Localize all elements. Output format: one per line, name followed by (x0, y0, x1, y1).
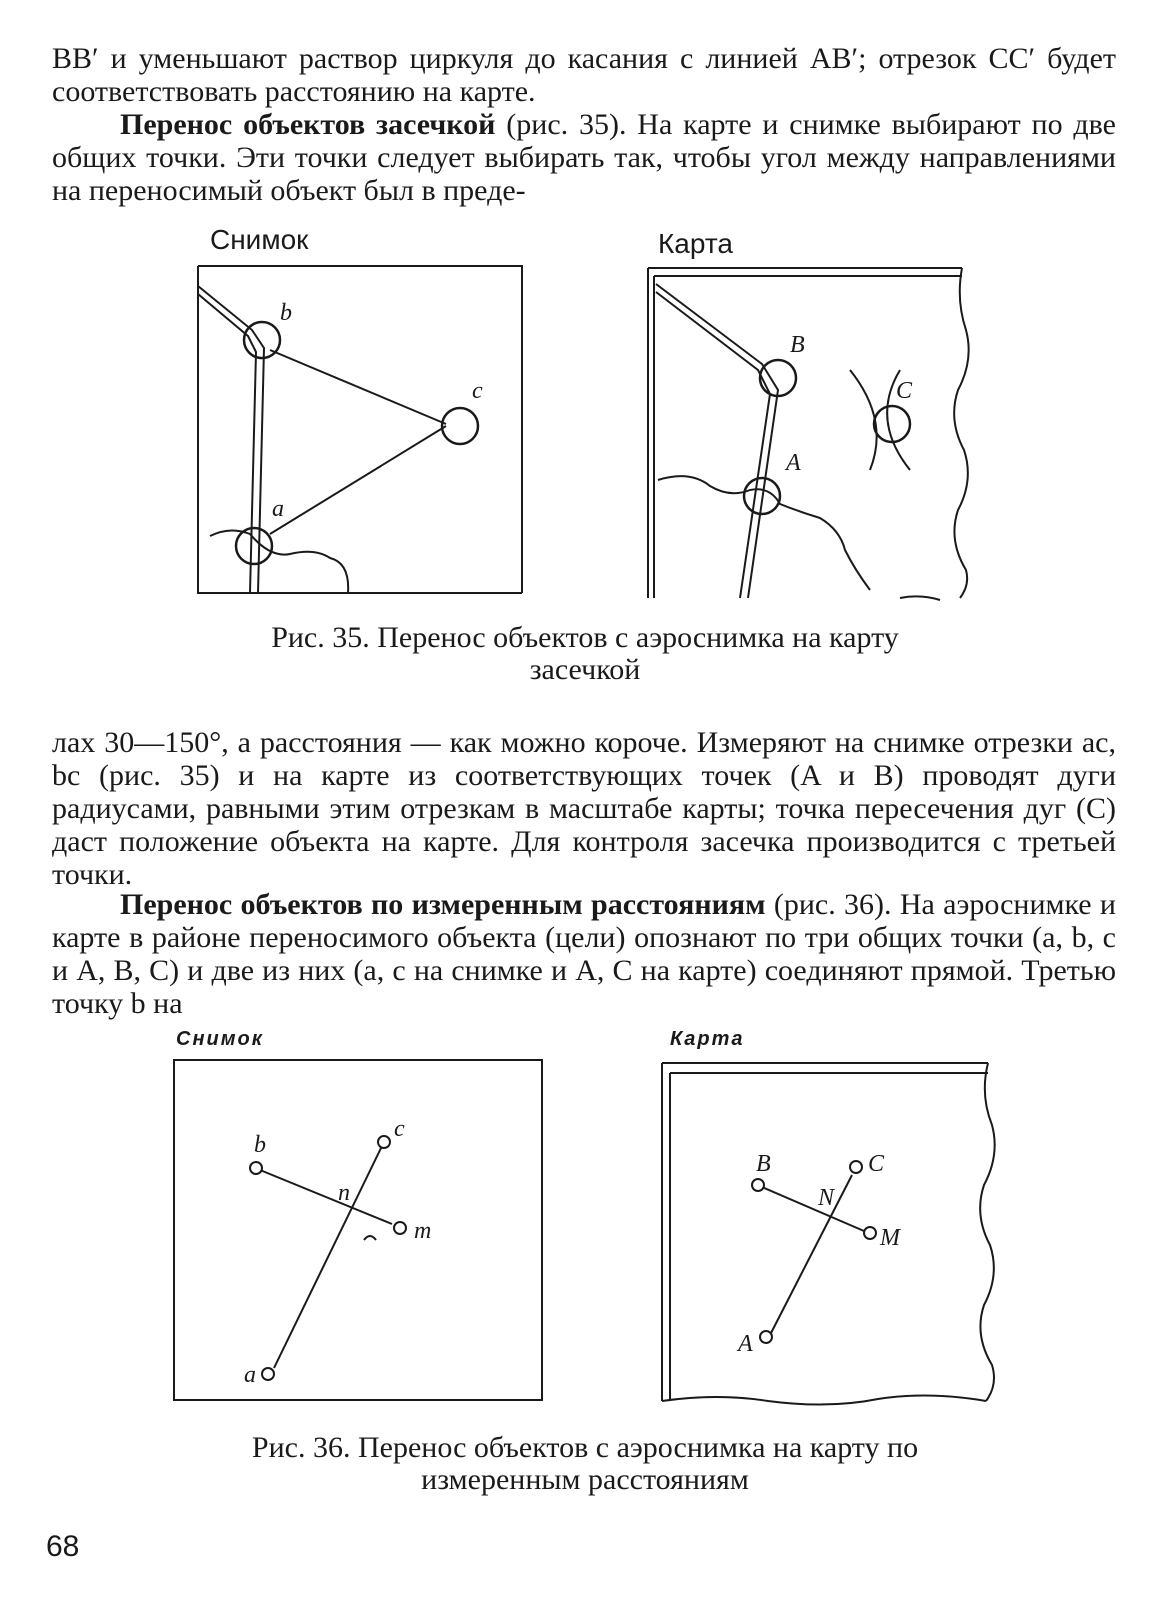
paragraph-distances (52, 888, 1116, 1020)
paragraph-continuation: BB′ и уменьшают раствор циркуля до касания с линией AB′; отрезок CC′ будет соответствовать расстоянию на карте. (52, 42, 1116, 108)
fig36-label-photo: Снимок (176, 1028, 264, 1050)
fig36-label-c: c (394, 1116, 405, 1142)
section-heading-distances: Перенос объектов по измеренным расстояниям (120, 888, 766, 921)
fig36-caption-line1: Рис. 36. Перенос объектов с аэроснимка на карту по (251, 1431, 919, 1464)
fig35-map-drawing (640, 260, 980, 610)
fig36-label-map: Карта (670, 1028, 745, 1050)
fig35-photo-drawing (190, 258, 530, 608)
fig36-label-n: n (338, 1180, 350, 1206)
fig36-label-A: A (738, 1331, 753, 1357)
fig35-label-photo: Снимок (210, 224, 309, 255)
fig35-label-A: A (786, 450, 801, 476)
paragraph-resection (52, 108, 1116, 207)
page-number: 68 (46, 1530, 80, 1563)
fig35-label-c: c (472, 378, 483, 404)
fig36-label-m: m (414, 1218, 432, 1244)
section-heading-resection: Перенос объектов засечкой (120, 108, 496, 141)
fig35-caption-line1: Рис. 35. Перенос объектов с аэроснимка на карту (271, 621, 899, 654)
paragraph-distances-text: (рис. 36). На аэроснимке и карте в районе переносимого объекта (цели) опознают по три общих точки (a, b, c и A, B, C) и две из них (a, c на снимке и A, C на карте) соединяют прямой. Третью точку b на (52, 888, 1116, 1020)
fig36-map-drawing (658, 1055, 1018, 1415)
fig35-label-a: a (272, 496, 284, 522)
fig35-label-b: b (280, 300, 292, 326)
fig36-caption-line2: измеренным расстояниям (421, 1463, 749, 1496)
paragraph-measure: лах 30—150°, а расстояния — как можно короче. Измеряют на снимке отрезки ac, bc (рис. 35) и на карте из соответствующих точек (A и B) проводят дуги радиусами, равными этим отрезкам в масштабе карты; точка пересечения дуг (C) даст положение объекта на карте. Для контроля засечка производится с третьей точки. (52, 726, 1116, 891)
fig35-label-B: B (790, 332, 805, 358)
fig36-label-B: B (756, 1151, 771, 1177)
fig35-caption-line2: засечкой (529, 653, 641, 686)
fig35-label-map: Карта (658, 228, 733, 259)
fig36-label-M: M (880, 1225, 900, 1251)
fig36-label-b: b (254, 1132, 266, 1158)
fig36-label-N: N (818, 1185, 835, 1211)
fig36-label-a: a (244, 1362, 256, 1388)
fig36-label-C: C (868, 1151, 885, 1177)
fig36-photo-drawing (170, 1050, 550, 1410)
paragraph-resection-text: (рис. 35). На карте и снимке выбирают по две общих точки. Эти точки следует выбирать так, чтобы угол между направлениями на переносимый объект был в преде- (52, 108, 1116, 207)
fig35-label-C: C (896, 378, 913, 404)
